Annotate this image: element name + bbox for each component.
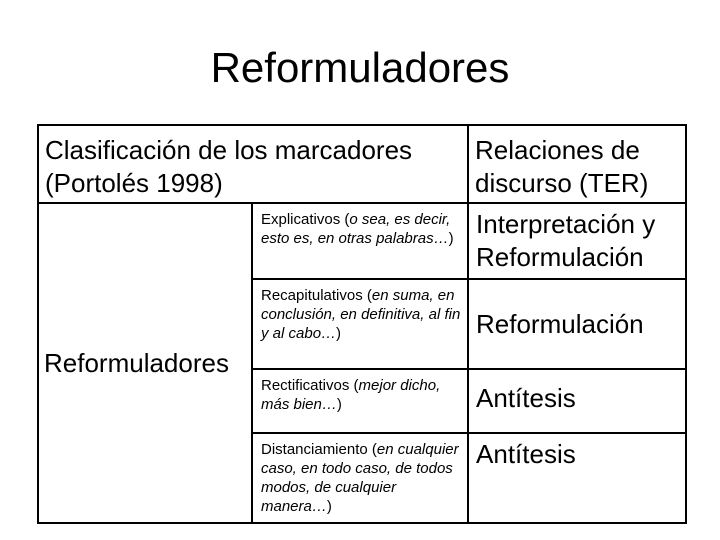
- relation-cell: [468, 279, 686, 369]
- paren-close: ): [336, 325, 342, 342]
- relation-line2: Reformulación: [476, 242, 644, 272]
- marker-cell-rectificativos: [252, 369, 468, 433]
- header-relations-line1: Relaciones de: [475, 135, 640, 165]
- header-classification-line1: Clasificación de los marcadores: [45, 135, 413, 165]
- relation-line1: Interpretación y: [476, 209, 656, 239]
- header-relations: [468, 125, 686, 203]
- marker-cell-distanciamiento: [252, 433, 468, 523]
- paren-open: (: [367, 441, 377, 458]
- marker-examples: en suma, en conclusión, en definitiva, al fin y al cabo…: [261, 287, 461, 342]
- marker-name: Distanciamiento: [261, 441, 368, 458]
- relation-cell: [468, 369, 686, 433]
- table-row: [38, 203, 686, 279]
- relation-cell: [468, 203, 686, 279]
- marker-cell-recapitulativos: [252, 279, 468, 369]
- relation-line1: Reformulación: [476, 308, 644, 339]
- relation-line1: Antítesis: [476, 439, 576, 469]
- paren-open: (: [349, 377, 359, 394]
- marker-examples: o sea, es decir, esto es, en otras palabras…: [261, 211, 451, 247]
- header-classification: [38, 125, 468, 203]
- paren-open: (: [340, 211, 350, 228]
- slide-title: Reformuladores: [210, 44, 510, 91]
- table-header-row: [38, 125, 686, 203]
- relation-line1: Antítesis: [476, 383, 576, 413]
- marker-name: Explicativos: [261, 211, 341, 228]
- category-cell: Reformuladores: [38, 203, 252, 523]
- relation-cell: [468, 433, 686, 523]
- marker-name: Recapitulativos: [261, 287, 363, 304]
- marker-name: Rectificativos: [261, 377, 350, 394]
- paren-close: ): [448, 230, 454, 247]
- marker-examples: mejor dicho, más bien…: [261, 377, 441, 413]
- marker-examples: en cualquier caso, en todo caso, de todos modos, de cualquier manera…: [261, 441, 459, 515]
- header-classification-line2: (Portolés 1998): [45, 168, 223, 198]
- paren-close: ): [336, 396, 342, 413]
- marker-cell-explicativos: [252, 203, 468, 279]
- paren-close: ): [326, 498, 332, 515]
- header-relations-line2: discurso (TER): [475, 168, 649, 198]
- classification-table: [37, 124, 687, 524]
- paren-open: (: [362, 287, 372, 304]
